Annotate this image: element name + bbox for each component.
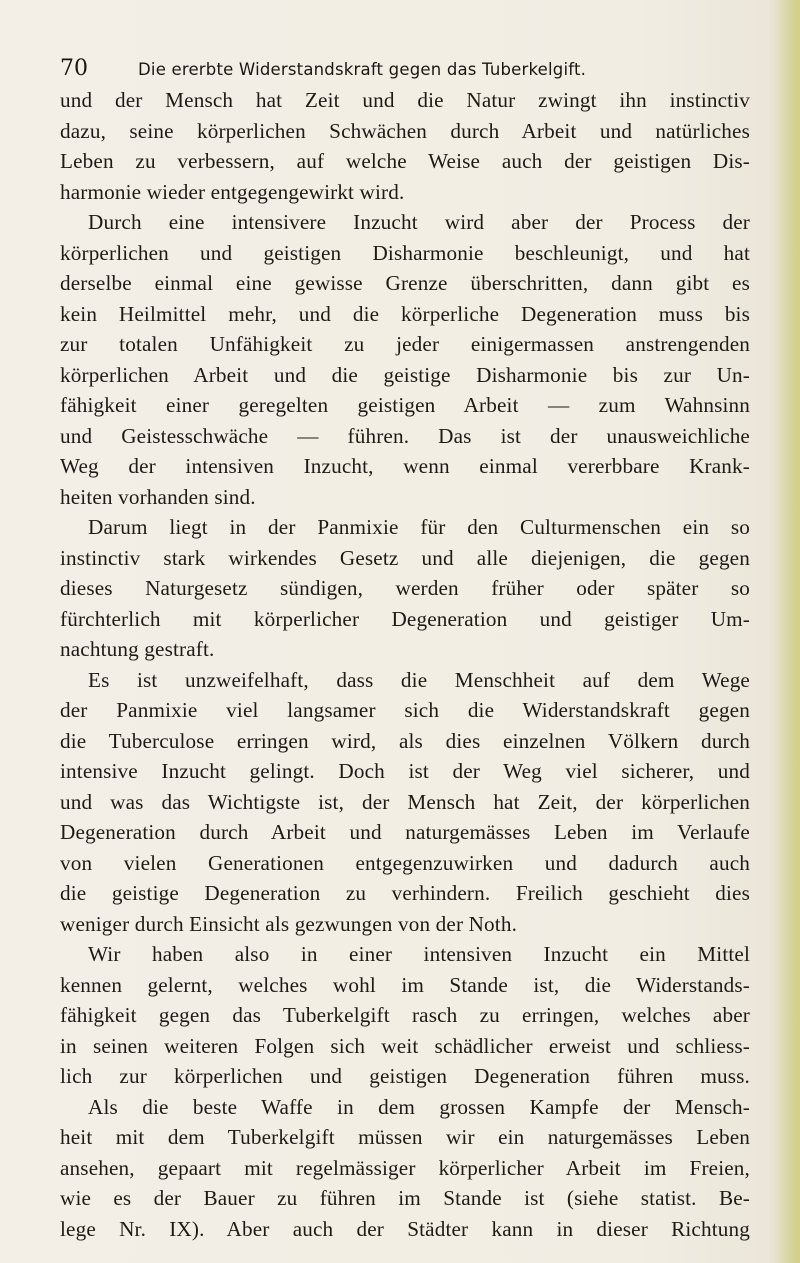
text-line: weniger durch Einsicht als gezwungen von der Noth.	[60, 911, 518, 936]
page-edge-discoloration	[778, 0, 800, 1263]
text-line: in seinen weiteren Folgen sich weit schädlicher erweist und schliess-	[60, 1033, 750, 1058]
text-line: Es ist unzweifelhaft, dass die Menschheit auf dem Wege	[88, 667, 750, 692]
text-line: zur totalen Unfähigkeit zu jeder einigermassen anstrengenden	[60, 332, 750, 356]
text-line: lich zur körperlichen und geistigen Degeneration führen muss.	[60, 1064, 750, 1088]
text-line: Wir haben also in einer intensiven Inzucht ein Mittel	[88, 942, 750, 966]
page-header	[60, 56, 760, 86]
text-line: kein Heilmittel mehr, und die körperliche Degeneration muss bis	[60, 301, 750, 326]
text-line: heiten vorhanden sind.	[60, 484, 256, 509]
text-line: dieses Naturgesetz sündigen, werden früher oder später so	[60, 576, 750, 600]
text-line: Durch eine intensivere Inzucht wird aber der Process der	[88, 210, 750, 234]
text-line: wie es der Bauer zu führen im Stande ist (siehe statist. Be-	[60, 1186, 750, 1210]
text-line: derselbe einmal eine gewisse Grenze überschritten, dann gibt es	[60, 271, 750, 295]
text-line: kennen gelernt, welches wohl im Stande ist, die Widerstands-	[60, 972, 750, 997]
body-text	[60, 85, 750, 1244]
text-line: und der Mensch hat Zeit und die Natur zwingt ihn instinctiv	[60, 88, 750, 112]
page-number: 70	[60, 56, 88, 81]
text-line: dazu, seine körperlichen Schwächen durch Arbeit und natürliches	[60, 118, 750, 143]
text-line: Degeneration durch Arbeit und naturgemässes Leben im Verlaufe	[60, 820, 750, 844]
text-line: nachtung gestraft.	[60, 637, 215, 661]
text-line: ansehen, gepaart mit regelmässiger körperlicher Arbeit im Freien,	[60, 1155, 750, 1180]
text-line: lege Nr. IX). Aber auch der Städter kann in dieser Richtung	[60, 1216, 750, 1241]
text-line: körperlichen Arbeit und die geistige Disharmonie bis zur Un-	[60, 362, 750, 387]
text-line: Weg der intensiven Inzucht, wenn einmal vererbbare Krank-	[60, 454, 750, 478]
text-line: instinctiv stark wirkendes Gesetz und alle diejenigen, die gegen	[60, 545, 750, 570]
text-line: Leben zu verbessern, auf welche Weise auch der geistigen Dis-	[60, 149, 750, 173]
text-line: und Geistesschwäche — führen. Das ist der unausweichliche	[60, 423, 750, 448]
running-head: Die ererbte Widerstandskraft gegen das Tuberkelgift.	[138, 60, 587, 79]
text-line: heit mit dem Tuberkelgift müssen wir ein naturgemässes Leben	[60, 1125, 750, 1149]
text-line: die geistige Degeneration zu verhindern. Freilich geschieht dies	[60, 881, 750, 905]
text-line: fürchterlich mit körperlicher Degeneration und geistiger Um-	[60, 606, 750, 631]
text-line: Als die beste Waffe in dem grossen Kampfe der Mensch-	[88, 1094, 750, 1119]
text-line: harmonie wieder entgegengewirkt wird.	[60, 179, 405, 204]
text-line: Darum liegt in der Panmixie für den Culturmenschen ein so	[88, 515, 750, 539]
text-line: fähigkeit gegen das Tuberkelgift rasch zu erringen, welches aber	[60, 1003, 750, 1027]
text-line: von vielen Generationen entgegenzuwirken und dadurch auch	[60, 850, 750, 875]
text-line: die Tuberculose erringen wird, als dies einzelnen Völkern durch	[60, 728, 750, 753]
text-line: fähigkeit einer geregelten geistigen Arbeit — zum Wahnsinn	[60, 393, 750, 417]
text-line: intensive Inzucht gelingt. Doch ist der Weg viel sicherer, und	[60, 759, 750, 783]
text-line: körperlichen und geistigen Disharmonie beschleunigt, und hat	[60, 240, 750, 265]
text-line: der Panmixie viel langsamer sich die Widerstandskraft gegen	[60, 698, 750, 722]
text-line: und was das Wichtigste ist, der Mensch hat Zeit, der körperlichen	[60, 789, 750, 814]
